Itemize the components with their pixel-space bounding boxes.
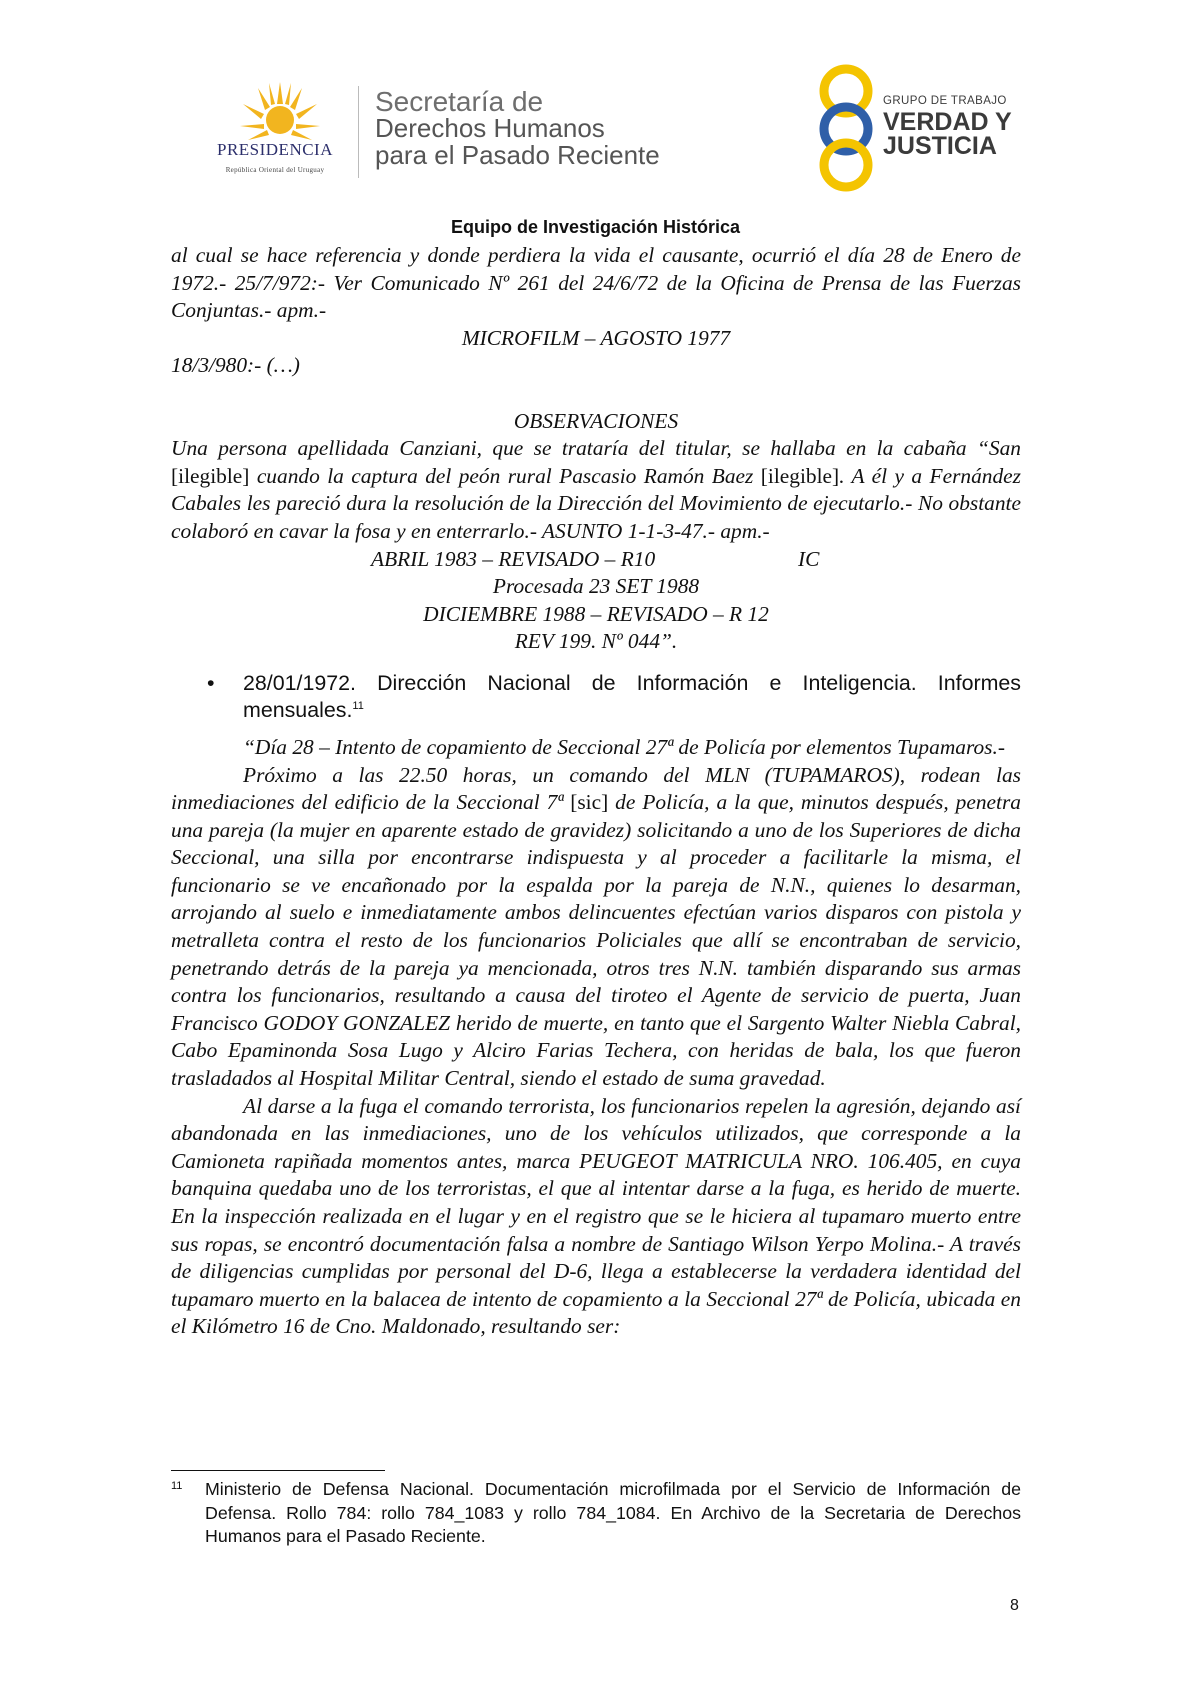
verdad-justicia-logo-text [883, 95, 1012, 158]
footnote-text: Ministerio de Defensa Nacional. Documentación microfilmada por el Servicio de Información de Defensa. Rollo 784: rollo 784_1083 y rollo 784_1084. En Archivo de la Secretaria de Derechos Humanos para el Pasado Reciente. [205, 1479, 1021, 1546]
quote-heading: “Día 28 – Intento de copamiento de Seccional 27ª de Policía por elementos Tupamaros.- [243, 734, 1005, 759]
blank-line [171, 380, 1021, 408]
presidencia-logo [195, 80, 355, 180]
revision-abril: ABRIL 1983 – REVISADO – R10 [371, 546, 656, 571]
secretaria-logo-text [375, 88, 660, 169]
date-line: 18/3/980:- (…) [171, 353, 300, 378]
footnote [171, 1478, 1021, 1549]
presidencia-label: PRESIDENCIA [216, 140, 333, 159]
secretaria-line-3: para el Pasado Reciente [375, 140, 660, 170]
microfilm-heading: MICROFILM – AGOSTO 1977 [461, 325, 731, 350]
gtvj-line-1: GRUPO DE TRABAJO [883, 95, 1007, 107]
bullet-text: 28/01/1972. Dirección Nacional de Información e Inteligencia. Informes mensuales. [243, 670, 1021, 722]
footnote-ref: 11 [352, 699, 364, 712]
quote-text-b: de Policía, a la que, minutos después, penetra una pareja (la mujer en aparente estado de gravidez) solicitando a uno de los Superiores de dicha Seccional, una silla por encontrarse indispuesta y al proceder a facilitarle la misma, el funcionario se ve encañonado por la espalda por la pareja de N.N., quienes lo desarman, arrojando al suelo e inmediatamente ambos delincuentes efectúan varios disparos con pistola y metralleta contra el resto de los funcionarios Policiales que allí se encontraban de servicio, penetrando detrás de la pareja ya mencionada, otros tres N.N. también disparando sus armas contra los funcionarios, resultando a causa del tiroteo el Agente de servicio de puerta, Juan Francisco GODOY GONZALEZ herido de muerte, en tanto que el Sargento Walter Niebla Cabral, Cabo Epaminonda Sosa Lugo y Alciro Farias Techera, con heridas de bala, los que fueron trasladados al Hospital Militar Central, siendo el estado de suma gravedad. [171, 790, 1021, 1091]
ilegible-note: [ilegible] [171, 463, 250, 488]
procesada-line: Procesada 23 SET 1988 [492, 574, 700, 599]
header-divider [358, 86, 359, 178]
revision-row [171, 546, 1021, 574]
observaciones-heading: OBSERVACIONES [513, 408, 679, 433]
document-body [171, 242, 1021, 1341]
list-item [171, 670, 1021, 724]
page-number: 8 [1010, 1597, 1019, 1614]
rev-line: REV 199. Nº 044”. [514, 629, 678, 654]
ilegible-note: [ilegible] [760, 463, 840, 488]
quote-paragraph-1 [171, 762, 1021, 1093]
gtvj-line-3: JUSTICIA [883, 132, 997, 160]
secretaria-line-2: Derechos Humanos [375, 113, 605, 143]
quote-text-a: Próximo a las 22.50 horas, un comando del MLN (TUPAMAROS), rodean las inmediaciones del edificio de la Seccional 7ª [171, 762, 1021, 815]
revision-ic: IC [798, 546, 820, 571]
paragraph-causante: al cual se hace referencia y donde perdiera la vida el causante, ocurrió el día 28 de Enero de 1972.- 25/7/972:- Ver Comunicado Nº 261 del 24/6/72 de la Oficina de Prensa de las Fuerzas Conjuntas.- apm.- [171, 243, 1021, 323]
presidencia-subtitle: República Oriental del Uruguay [225, 166, 325, 174]
page-header [0, 0, 1191, 215]
obs-text-c: . A él y a Fernández Cabales les pareció dura la resolución de la Dirección del Movimiento de ejecutarlo.- No obstante colaboró en cavar la fosa y en enterrarlo.- ASUNTO 1-1-3-47.- apm.- [171, 463, 1021, 543]
quote-paragraph-2: Al darse a la fuga el comando terrorista, los funcionarios repelen la agresión, dejando así abandonada en las inmediaciones, uno de los vehículos utilizados, que corresponde a la Camioneta rapiñada momentos antes, marca PEUGEOT MATRICULA NRO. 106.405, en cuya banquina quedaba uno de los terroristas, el que al intentar darse a la fuga, es herido de muerte. En la inspección realizada en el lugar y en el registro que se le hiciera al tupamaro muerto entre sus ropas, se encontró documentación falsa a nombre de Santiago Wilson Yerpo Molina.- A través de diligencias cumplidas por personal del D-6, llega a establecerse la verdadera identidad del tupamaro muerto en la balacea de intento de copamiento a la Seccional 27ª de Policía, ubicada en el Kilómetro 16 de Cno. Maldonado, resultando ser: [171, 1093, 1021, 1339]
sun-icon [240, 80, 320, 142]
secretaria-line-1: Secretaría de [375, 86, 544, 117]
diciembre-line: DICIEMBRE 1988 – REVISADO – R 12 [423, 601, 769, 626]
team-title: Equipo de Investigación Histórica [450, 217, 741, 237]
sic-note: [sic] [570, 790, 609, 815]
footnote-separator [171, 1470, 385, 1471]
footnote-number: 11 [171, 1480, 183, 1492]
bullet-icon: • [207, 670, 215, 695]
obs-text-b: cuando la captura del peón rural Pascasio Ramón Baez [249, 463, 761, 488]
gtvj-line-2: VERDAD Y [883, 108, 1012, 136]
obs-text-a: Una persona apellidada Canziani, que se trataría del titular, se hallaba en la cabaña “San [171, 436, 1021, 461]
observaciones-paragraph [171, 435, 1021, 545]
